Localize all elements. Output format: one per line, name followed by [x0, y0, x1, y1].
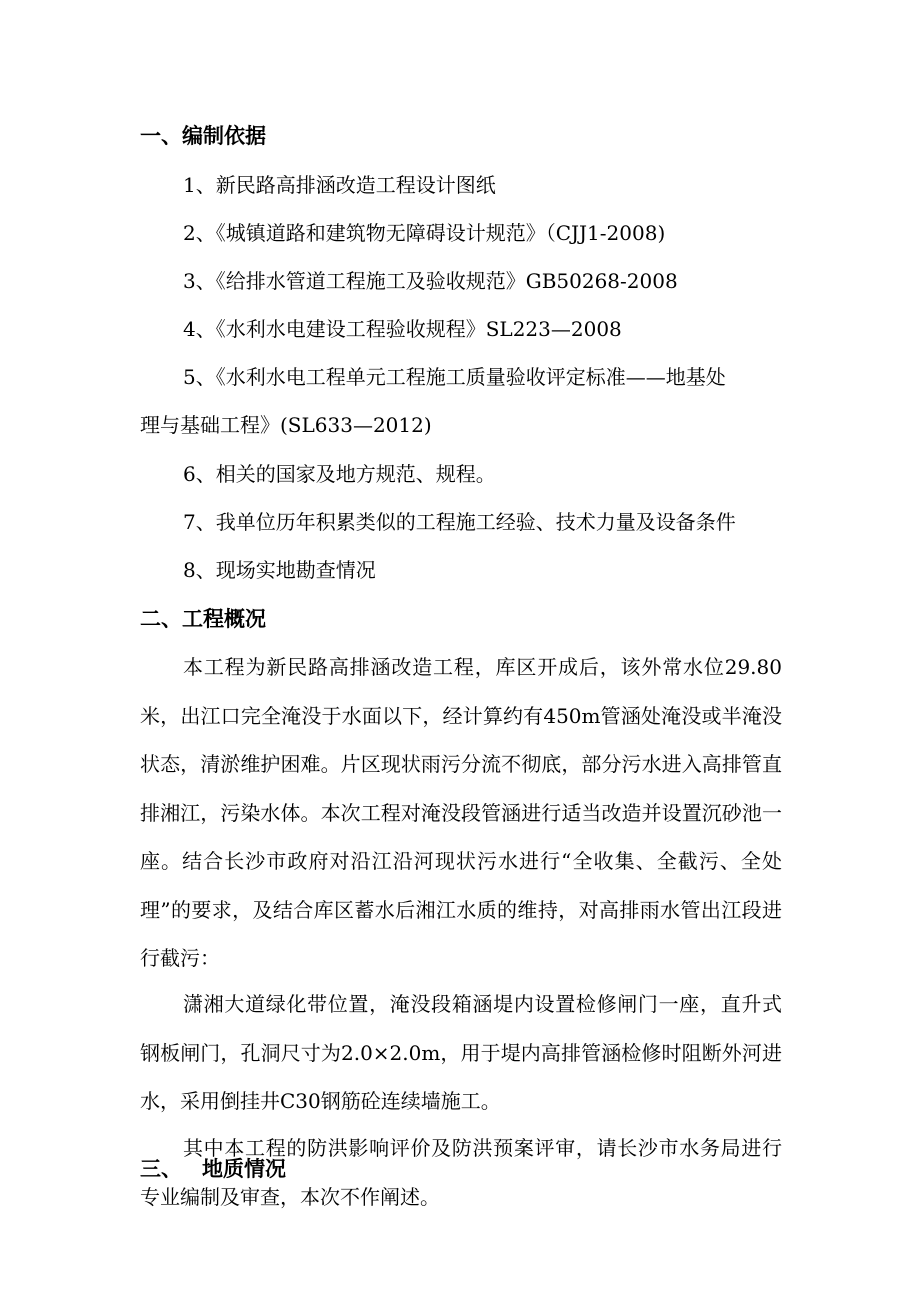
- overview-paragraph-2: 潇湘大道绿化带位置，淹没段箱涵堤内设置检修闸门一座，直升式钢板闸门，孔洞尺寸为2.0×2.0m，用于堤内高排管涵检修时阻断外河进水，采用倒挂井C30钢筋砼连续墙施工。: [140, 992, 782, 1113]
- basis-item-5-line-1: 5、《水利水电工程单元工程施工质量验收评定标准——地基处: [183, 365, 726, 389]
- overview-paragraph-1: 本工程为新民路高排涵改造工程，库区开成后，该外常水位29.80米，出江口完全淹没于水面以下，经计算约有450m管涵处淹没或半淹没状态，清淤维护困难。片区现状雨污分流不彻底，部分污水进入高排管直排湘江，污染水体。本次工程对淹没段管涵进行适当改造并设置沉砂池一座。结合长沙市政府对沿江沿河现状污水进行“全收集、全截污、全处理”的要求，及结合库区蓄水后湘江水质的维持，对高排雨水管出江段进行截污：: [140, 655, 782, 970]
- basis-item-4: 4、《水利水电建设工程验收规程》SL223—2008: [183, 317, 622, 341]
- section-heading-overview: 二、工程概况: [140, 607, 266, 631]
- basis-item-2: 2、《城镇道路和建筑物无障碍设计规范》（CJJ1-2008): [183, 221, 666, 245]
- basis-item-5-line-2: 理与基础工程》(SL633—2012): [140, 413, 432, 437]
- basis-item-6: 6、相关的国家及地方规范、规程。: [183, 462, 496, 486]
- basis-item-1: 1、新民路高排涵改造工程设计图纸: [183, 173, 496, 197]
- section-heading-basis: 一、编制依据: [140, 124, 266, 148]
- section-3-number: 三、: [140, 1157, 182, 1181]
- basis-item-7: 7、我单位历年积累类似的工程施工经验、技术力量及设备条件: [183, 510, 736, 534]
- section-heading-geology: [140, 1154, 286, 1184]
- basis-item-8: 8、现场实地勘查情况: [183, 558, 376, 582]
- basis-item-3: 3、《给排水管道工程施工及验收规范》GB50268-2008: [183, 269, 678, 293]
- overview-paragraph-3: 其中本工程的防洪影响评价及防洪预案评审，请长沙市水务局进行专业编制及审查，本次不作阐述。: [140, 1136, 782, 1209]
- section-3-title: 地质情况: [202, 1157, 286, 1181]
